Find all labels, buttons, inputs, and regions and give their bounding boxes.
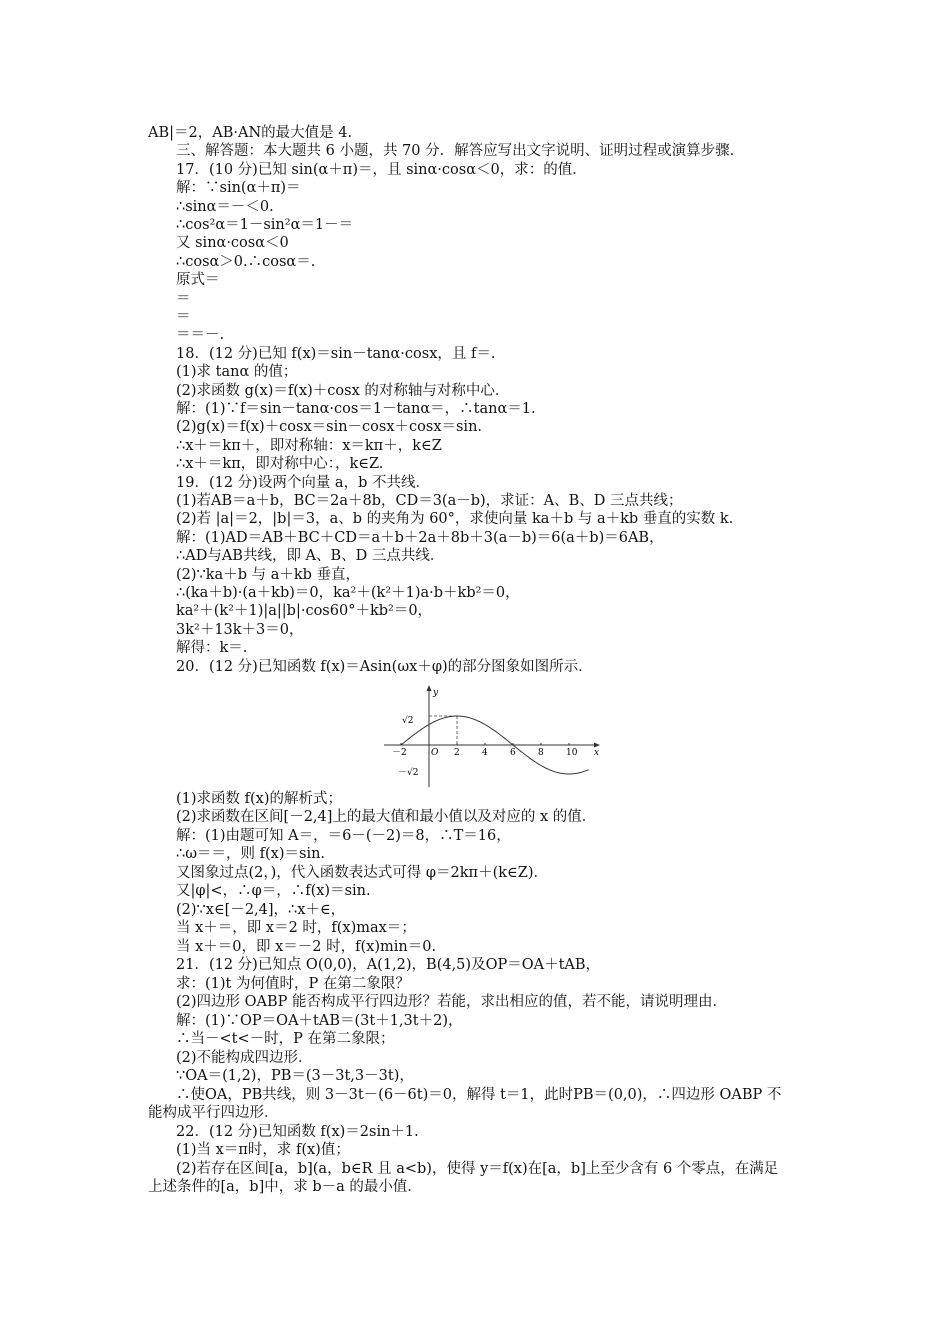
text-line: (2)若 |a|＝2，|b|＝3，a、b 的夹角为 60°，求使向量 ka＋b 与 a＋kb 垂直的实数 k.: [176, 511, 734, 527]
text-line: 又图象过点(2，)，代入函数表达式可得 φ＝2kπ＋(k∈Z)．: [176, 865, 548, 881]
text-line: (1)当 x＝π时，求 f(x)值；: [176, 1142, 350, 1158]
text-line: 解：(1)∵f＝sin－tanα·cos＝1－tanα＝，∴tanα＝1.: [176, 401, 536, 417]
text-line: 解：∵sin(α＋π)＝: [176, 180, 301, 196]
text-line: ∴x＋＝kπ，即对称中心：，k∈Z.: [176, 456, 384, 472]
text-line: ∴当－<t<－时，P 在第二象限；: [176, 1031, 395, 1047]
x-axis-label: x: [594, 748, 600, 758]
question-19: 19．(12 分)设两个向量 a，b 不共线．: [176, 475, 430, 491]
text-line: ∵OA＝(1,2)，PB＝(3－3t,3－3t)，: [176, 1068, 414, 1084]
y-axis-label: y: [433, 688, 439, 698]
text-line: ∴cos²α＝1－sin²α＝1－＝: [176, 217, 354, 233]
text-line: ∴cosα＞0.∴cosα＝.: [176, 254, 316, 270]
text-line: (2)∵x∈[－2,4]，∴x＋∈，: [176, 902, 346, 918]
x-tick-label: 4: [482, 748, 488, 758]
section-heading: 三、解答题：本大题共 6 小题，共 70 分．解答应写出文字说明、证明过程或演算步骤．: [176, 143, 745, 159]
text-line: 能构成平行四边形．: [148, 1105, 279, 1121]
x-axis-arrow: [594, 743, 600, 748]
x-tick-label: －2: [392, 748, 407, 758]
text-line: 原式＝: [176, 272, 220, 288]
question-18: 18．(12 分)已知 f(x)＝sin－tanα·cosx，且 f＝.: [176, 346, 496, 362]
text-line: (2)四边形 OABP 能否构成平行四边形？若能，求出相应的值，若不能，请说明理由．: [176, 994, 728, 1010]
text-line: ∴sinα＝－＜0.: [176, 199, 274, 215]
question-20: 20．(12 分)已知函数 f(x)＝Asin(ωx＋φ)的部分图象如图所示．: [176, 659, 593, 675]
y-tick-neg-sqrt2: －√2: [398, 768, 419, 778]
function-graph: [372, 683, 602, 789]
text-line: (1)求函数 f(x)的解析式；: [176, 791, 343, 807]
y-axis-arrow: [427, 685, 432, 691]
x-tick-label: 10: [566, 748, 578, 758]
origin-label: O: [431, 748, 439, 758]
text-line: ＝: [176, 309, 191, 325]
text-line: ka²＋(k²＋1)|a||b|·cos60°＋kb²＝0，: [176, 603, 433, 619]
graph-svg: [372, 683, 602, 789]
x-tick-label: 6: [510, 748, 516, 758]
text-line: 上述条件的[a，b]中，求 b－a 的最小值．: [148, 1179, 422, 1195]
text-line: 解：(1)AD＝AB＋BC＋CD＝a＋b＋2a＋8b＋3(a－b)＝6(a＋b)＝6AB，: [176, 530, 664, 546]
text-line: 解：(1)∵OP＝OA＋tAB＝(3t＋1,3t＋2)，: [176, 1013, 463, 1029]
text-line: 当 x＋＝，即 x＝2 时，f(x)max＝；: [176, 920, 416, 936]
text-line: (2)求函数在区间[－2,4]上的最大值和最小值以及对应的 x 的值．: [176, 809, 597, 825]
text-line: ∴ω＝＝，则 f(x)＝sin.: [176, 846, 326, 862]
text-line: ∴x＋＝kπ＋，即对称轴：x＝kπ＋，k∈Z: [176, 438, 442, 454]
text-line: (2)∵ka＋b 与 a＋kb 垂直，: [176, 567, 361, 583]
text-line: ＝＝－.: [176, 327, 225, 343]
x-tick-label: 2: [454, 748, 460, 758]
text-line: (2)若存在区间[a，b](a，b∈R 且 a<b)，使得 y＝f(x)在[a，b]上至少含有 6 个零点，在满足: [176, 1161, 779, 1177]
text-line: (2)g(x)＝f(x)＋cosx＝sin－cosx＋cosx＝sin.: [176, 419, 483, 435]
question-17: 17．(10 分)已知 sin(α＋π)＝，且 sinα·cosα＜0，求：的值．: [176, 162, 587, 178]
text-line: AB|＝2，AB·AN的最大值是 4.: [148, 125, 353, 141]
text-line: (1)求 tanα 的值；: [176, 364, 298, 380]
text-line: 解：(1)由题可知 A＝，＝6－(－2)＝8，∴T＝16，: [176, 828, 511, 844]
text-line: ＝: [176, 291, 191, 307]
text-line: (2)求函数 g(x)＝f(x)＋cosx 的对称轴与对称中心．: [176, 383, 510, 399]
question-21: 21．(12 分)已知点 O(0,0)，A(1,2)，B(4,5)及OP＝OA＋tAB，: [176, 957, 601, 973]
question-22: 22．(12 分)已知函数 f(x)＝2sin＋1.: [176, 1124, 419, 1140]
text-line: 又 sinα·cosα＜0: [176, 235, 289, 251]
text-line: (1)若AB＝a＋b，BC＝2a＋8b，CD＝3(a－b)，求证：A、B、D 三点共线；: [176, 493, 683, 509]
text-line: 当 x＋＝0，即 x＝－2 时，f(x)min＝0.: [176, 939, 437, 955]
text-line: 3k²＋13k＋3＝0，: [176, 622, 304, 638]
text-line: (2)不能构成四边形．: [176, 1050, 313, 1066]
y-tick-sqrt2: √2: [402, 716, 414, 726]
text-line: ∴使OA，PB共线，则 3－3t－(6－6t)＝0，解得 t＝1，此时PB＝(0,0)，∴四边形 OABP 不: [176, 1087, 782, 1103]
x-tick-label: 8: [538, 748, 544, 758]
text-line: ∴AD与AB共线，即 A、B、D 三点共线．: [176, 548, 445, 564]
text-line: ∴(ka＋b)·(a＋kb)＝0，ka²＋(k²＋1)a·b＋kb²＝0，: [176, 585, 520, 601]
text-line: 求：(1)t 为何值时，P 在第二象限？: [176, 976, 410, 992]
text-line: 又|φ|<，∴φ＝，∴f(x)＝sin.: [176, 883, 371, 899]
text-line: 解得：k＝.: [176, 640, 248, 656]
